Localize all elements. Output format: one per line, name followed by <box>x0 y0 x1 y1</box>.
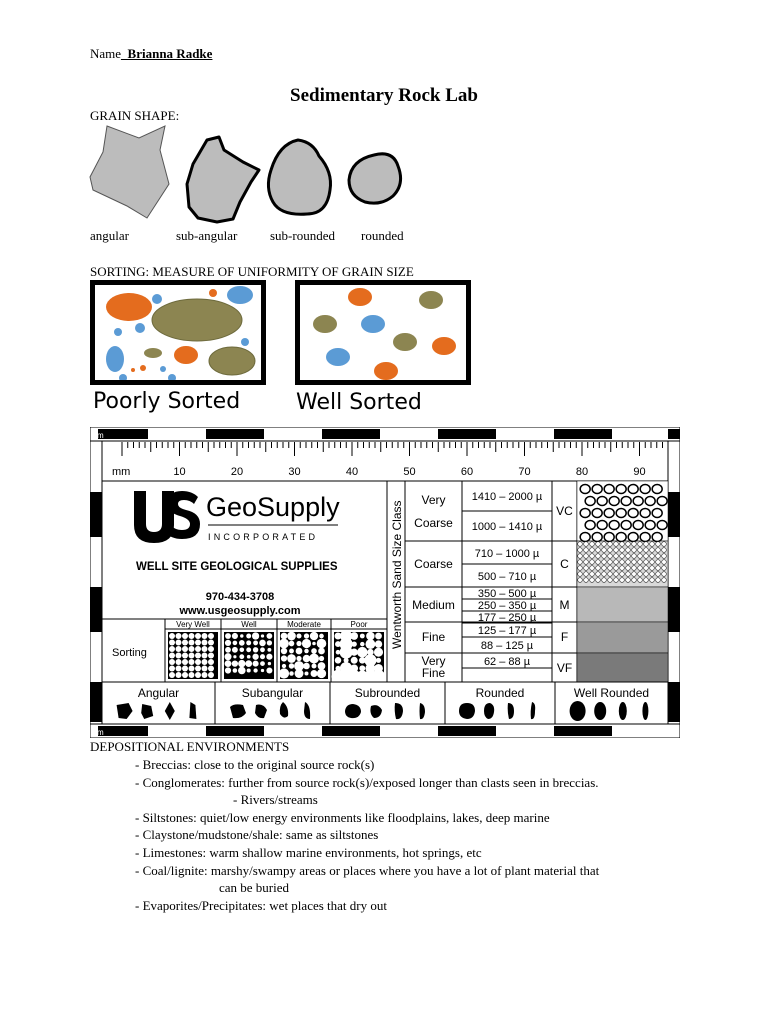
sorting-row-label: Sorting <box>112 647 147 659</box>
roundness-grain <box>619 702 627 720</box>
well-sorted-box <box>295 280 471 385</box>
roundness-grain <box>459 703 475 719</box>
poorly-sorted-grains <box>95 285 261 380</box>
roundness-label: Subangular <box>241 686 304 700</box>
well-sorted-label: Well Sorted <box>296 390 422 415</box>
env-item-coal: - Coal/lignite: marshy/swampy areas or places where you have a lot of plant material that <box>135 862 600 878</box>
name-line <box>90 46 212 62</box>
sub-rounded-grain <box>268 140 330 214</box>
mm-tick-label: 80 <box>575 466 589 478</box>
size-class-name: Fine <box>421 630 446 644</box>
grain-label-sub-rounded: sub-rounded <box>270 228 335 243</box>
roundness-grain <box>642 702 648 720</box>
size-range: 62 – 88 µ <box>483 656 531 668</box>
size-range: 1000 – 1410 µ <box>471 521 543 533</box>
brand-name: GeoSupply <box>206 492 340 522</box>
angular-grain <box>90 126 169 218</box>
sub-angular-grain <box>187 137 259 222</box>
wentworth-label: Wentworth Sand Size Class <box>390 500 404 649</box>
mm-tick-label: 50 <box>403 466 416 478</box>
size-class-name: Coarse <box>414 516 453 530</box>
grain-shapes-illustration <box>85 122 425 227</box>
sorting-class-label: Poor <box>350 620 368 629</box>
us-logo <box>134 491 200 543</box>
size-class-name: Medium <box>412 598 455 612</box>
env-item-claystone: - Claystone/mudstone/shale: same as siltstones <box>135 827 379 843</box>
size-range: 710 – 1000 µ <box>474 548 540 560</box>
mm-tick-label: 60 <box>460 466 474 478</box>
env-item-coal-cont: can be buried <box>219 880 290 896</box>
mm-tick-label: 10 <box>173 466 186 478</box>
size-class-name: Very <box>421 493 446 507</box>
roundness-grain <box>570 701 586 721</box>
roundness-label: Well Rounded <box>573 686 650 700</box>
environments-heading: DEPOSITIONAL ENVIRONMENTS <box>90 739 290 754</box>
env-item-conglomerates: - Conglomerates: further from source rock(s)/exposed longer than clasts seen in breccias. <box>135 774 599 790</box>
page-title: Sedimentary Rock Lab <box>290 85 478 106</box>
name-label: Name <box>90 46 122 61</box>
size-range: 500 – 710 µ <box>477 571 537 583</box>
roundness-label: Angular <box>137 686 180 700</box>
grain-label-rounded: rounded <box>361 228 404 243</box>
grain-size-card <box>90 427 680 738</box>
env-item-evaporites: - Evaporites/Precipitates: wet places that dry out <box>135 897 387 913</box>
sorting-heading: SORTING: MEASURE OF UNIFORMITY OF GRAIN SIZE <box>90 264 414 279</box>
size-range: 1410 – 2000 µ <box>471 491 543 503</box>
sorting-class-label: Moderate <box>287 620 321 629</box>
roundness-grain <box>594 702 606 720</box>
tagline: WELL SITE GEOLOGICAL SUPPLIES <box>136 561 338 573</box>
env-item-rivers: - Rivers/streams <box>233 792 318 808</box>
size-range: 250 – 350 µ <box>477 600 537 612</box>
mm-tick-label: 30 <box>288 466 301 478</box>
mm-tick-label: 90 <box>633 466 646 478</box>
size-code: F <box>560 630 569 644</box>
size-class-name: Fine <box>421 666 446 680</box>
well-sorted-grains <box>300 285 466 380</box>
env-item-breccias: - Breccias: close to the original source rock(s) <box>135 757 375 772</box>
grain-label-sub-angular: sub-angular <box>176 228 238 243</box>
cm-label-bottom: cm <box>93 728 104 737</box>
grain-shape-heading: GRAIN SHAPE: <box>90 108 180 123</box>
mm-unit-label: mm <box>112 466 131 478</box>
size-code: C <box>560 557 569 571</box>
env-item-siltstones: - Siltstones: quiet/low energy environments like floodplains, lakes, deep marine <box>135 809 550 825</box>
poorly-sorted-label: Poorly Sorted <box>93 389 241 414</box>
size-range: 350 – 500 µ <box>477 588 537 600</box>
size-range: 88 – 125 µ <box>480 640 534 652</box>
size-code: VF <box>556 661 573 675</box>
size-class-name: Very <box>421 654 446 668</box>
phone-number: 970-434-3708 <box>205 591 275 603</box>
env-item-limestones: - Limestones: warm shallow marine environments, hot springs, etc <box>135 844 482 860</box>
size-code: M <box>559 598 570 612</box>
mm-tick-label: 70 <box>518 466 531 478</box>
student-name: _Brianna Radke <box>121 46 213 61</box>
mm-tick-label: 20 <box>230 466 244 478</box>
size-range: 125 – 177 µ <box>477 625 537 637</box>
size-class-name: Coarse <box>414 557 453 571</box>
environments-list <box>135 756 599 914</box>
grain-label-angular: angular <box>90 228 129 243</box>
mm-tick-label: 40 <box>345 466 359 478</box>
sorting-class-label: Well <box>241 620 257 629</box>
roundness-label: Subrounded <box>354 686 421 700</box>
rounded-grain <box>349 154 401 203</box>
sorting-class-label: Very Well <box>176 620 210 629</box>
cm-label-top: cm <box>93 431 104 440</box>
brand-sub: INCORPORATED <box>208 532 319 542</box>
roundness-label: Rounded <box>475 686 525 700</box>
poorly-sorted-box <box>90 280 266 385</box>
website: www.usgeosupply.com <box>179 605 301 617</box>
size-range: 177 – 250 µ <box>477 612 537 624</box>
size-code: VC <box>556 504 573 518</box>
